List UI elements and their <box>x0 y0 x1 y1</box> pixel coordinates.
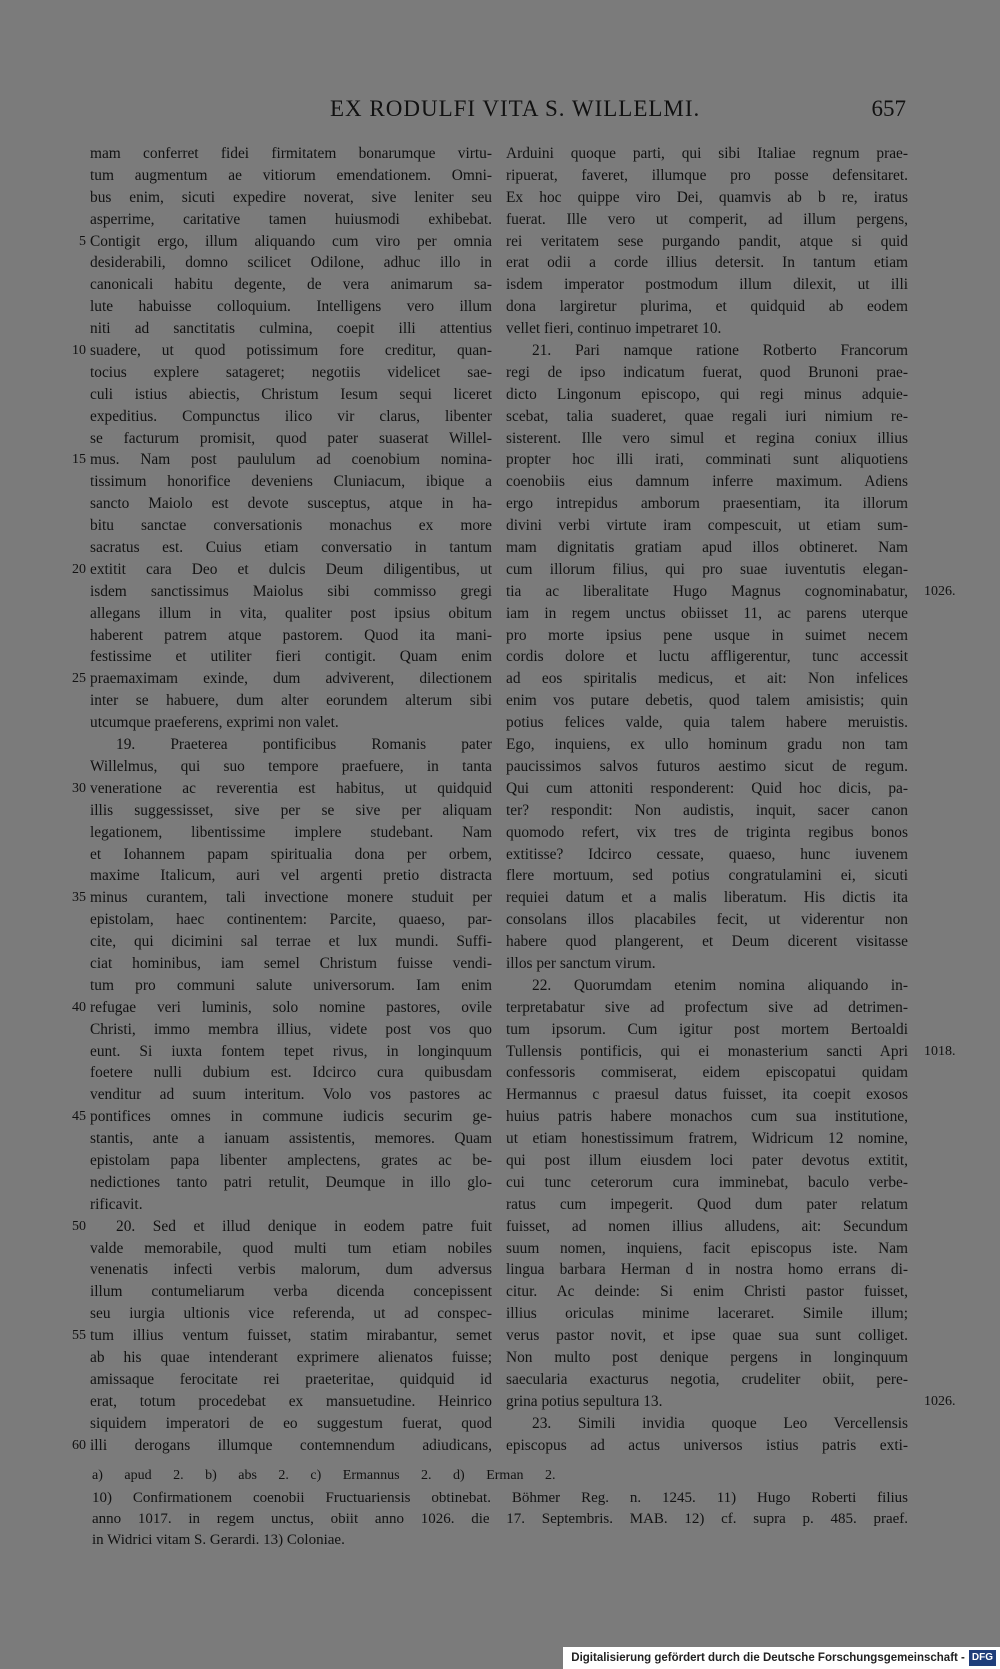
line-text: venditur ad suum interitum. Volo vos pastores ac <box>90 1086 492 1104</box>
line-text: illum contumeliarum verba dicenda concepissent <box>90 1283 492 1301</box>
line-text: desiderabili, domno scilicet Odilone, adhuc illo in <box>90 254 492 272</box>
line-text: Ego, inquiens, ex ullo hominum gradu non tam <box>506 736 908 754</box>
text-line <box>90 1041 492 1063</box>
line-text: rificavit. <box>90 1195 143 1213</box>
text-line <box>506 187 908 209</box>
line-text: pontifices omnes in commune iudicis securim ge- <box>90 1108 492 1126</box>
text-line <box>506 231 908 253</box>
footnotes <box>92 1465 908 1550</box>
text-line <box>506 143 908 165</box>
line-number: 50 <box>72 1218 86 1234</box>
line-text: fuerat. Ille vero ut comperit, ad illum pergens, <box>506 210 908 228</box>
dfg-logo: DFG <box>969 1650 996 1666</box>
line-number: 40 <box>72 999 86 1015</box>
line-text: habere quod plangerent, et Deum dicerent visitasse <box>506 933 908 951</box>
text-line <box>90 909 492 931</box>
line-text: bitu sanctae conversationis monachus ex more <box>90 517 492 535</box>
line-text: siquidem imperatori de eo suggestum fuerat, quod <box>90 1414 492 1432</box>
line-text: Hermannus c praesul datus fuisset, ita coepit exosos <box>506 1086 908 1104</box>
line-text: illis suggessisset, sive per se sive per aliquam <box>90 801 492 819</box>
critical-apparatus: a) apud 2. b) abs 2. c) Ermannus 2. d) Erman 2. <box>92 1468 556 1483</box>
text-line <box>90 252 492 274</box>
line-text: allegans illum in vita, qualiter post ipsius obitum <box>90 604 492 622</box>
line-text: enim vos putare debetis, quod talem amisistis; quin <box>506 692 908 710</box>
text-line <box>506 428 908 450</box>
text-line <box>90 756 492 778</box>
line-text: illi derogans illumque contemnendum adiudicans, <box>90 1436 492 1454</box>
page-title: EX RODULFI VITA S. WILLELMI. <box>330 96 701 121</box>
line-text: tissimum honorifice deveniens Cluniacum, ibique a <box>90 473 492 491</box>
text-line <box>90 384 492 406</box>
line-text: 21. Pari namque ratione Rotberto Francorum <box>532 342 908 360</box>
line-text: cite, qui dicimini sal terrae et lux mundi. Suffi- <box>90 933 492 951</box>
text-line <box>90 209 492 231</box>
line-text: suadere, ut quod potissimum fore creditur, quan- <box>90 342 492 360</box>
line-text: tum illius ventum fuisset, statim mirabantur, semet <box>90 1327 492 1345</box>
text-line <box>90 975 492 997</box>
year-marginal: 1018. <box>924 1043 956 1059</box>
credit-text: Digitalisierung gefördert durch die Deutsche Forschungsgemeinschaft - <box>571 1652 965 1664</box>
footnote-line: anno 1017. in regem unctus, obiit anno 1026. die 17. Septembris. MAB. 12) cf. supra p. 485. praef. <box>92 1511 908 1527</box>
text-line <box>90 471 492 493</box>
page-number: 657 <box>871 96 906 121</box>
line-number: 35 <box>72 890 86 906</box>
line-text: sisterent. Ille vero simul et regina coniux illius <box>506 429 908 447</box>
line-text: consolans illos placabiles fecit, ut viderentur non <box>506 911 908 929</box>
text-line <box>506 997 908 1019</box>
text-line <box>506 1238 908 1260</box>
line-text: scebat, talia suaderet, quae regali iuri nimium re- <box>506 407 908 425</box>
line-text: utcumque praeferens, exprimi non valet. <box>90 714 339 732</box>
line-text: cordis dolore et luctu affligerentur, tunc accessit <box>506 648 908 666</box>
text-line <box>90 515 492 537</box>
line-number: 45 <box>72 1109 86 1125</box>
line-text: ut etiam honestissimum fratrem, Widricum 12 nomine, <box>506 1130 908 1148</box>
line-text: cum illorum filius, qui pro suae iuventutis elegan- <box>506 560 908 578</box>
line-text: haberent patrem atque pastorem. Quod ita mani- <box>90 626 492 644</box>
text-line <box>90 362 492 384</box>
text-line <box>72 778 492 800</box>
text-line <box>506 909 908 931</box>
text-line <box>506 449 908 471</box>
text-line <box>506 515 908 537</box>
line-text: tum ipsorum. Cum igitur post mortem Bertoaldi <box>506 1020 908 1038</box>
line-text: ratus cum impegerit. Quod dum pater relatum <box>506 1195 908 1213</box>
text-line <box>506 493 908 515</box>
text-line <box>506 712 908 734</box>
text-line <box>506 1194 908 1216</box>
text-line <box>506 1128 908 1150</box>
line-text: epistolam, haec continentem: Parcite, quaeso, par- <box>90 911 492 929</box>
line-text: erat odii a corde illius detersit. In tantum etiam <box>506 254 908 272</box>
line-text: divini verbi virtute iram compescuit, ut etiam sum- <box>506 517 908 535</box>
line-text: mam dignitatis gratiam apud illos obtineret. Nam <box>506 539 908 557</box>
text-line <box>506 975 908 997</box>
line-text: tum augmentum ae vitiorum emendationem. Omni- <box>90 166 492 184</box>
line-text: eunt. Si iuxta fontem tepet rivus, in longinquum <box>90 1042 492 1060</box>
text-line <box>506 1435 908 1457</box>
text-line <box>506 1413 908 1435</box>
text-line <box>506 1084 908 1106</box>
line-text: refugae veri luminis, solo nomine pastores, ovile <box>90 998 492 1016</box>
text-line <box>506 734 908 756</box>
left-column <box>72 143 492 1456</box>
line-text: Contigit ergo, illum aliquando cum viro per omnia <box>90 232 492 250</box>
line-text: vellet fieri, continuo impetraret 10. <box>506 320 722 338</box>
text-line <box>506 756 908 778</box>
line-text: ergo intrepidus amborum praesentiam, ita illorum <box>506 495 908 513</box>
line-text: iam in regem unctus obiisset 11, ac parens uterque <box>506 604 908 622</box>
line-text: culi istius abiectis, Christum Iesum sequi liceret <box>90 385 492 403</box>
line-text: tum pro communi salute universorum. Iam enim <box>90 976 492 994</box>
text-line <box>90 143 492 165</box>
text-line <box>90 296 492 318</box>
line-text: maxime Italicum, auri vel argenti pretio distracta <box>90 867 492 885</box>
line-text: Arduini quoque parti, qui sibi Italiae regnum prae- <box>506 145 908 162</box>
line-text: valde memorabile, quod multi tum etiam nobiles <box>90 1239 492 1257</box>
text-line <box>90 1062 492 1084</box>
text-line <box>506 406 908 428</box>
line-text: lute habuisse colloquium. Intelligens vero illum <box>90 298 492 316</box>
line-text: 22. Quorumdam etenim nomina aliquando in- <box>532 976 908 994</box>
text-line <box>90 1128 492 1150</box>
text-line <box>506 340 908 362</box>
text-line <box>506 887 908 909</box>
text-line <box>506 1325 908 1347</box>
text-line <box>506 362 908 384</box>
footnote-line: 10) Confirmationem coenobii Fructuariensis obtinebat. Böhmer Reg. n. 1245. 11) Hugo Roberti filius <box>92 1490 908 1506</box>
text-line <box>506 471 908 493</box>
text-line <box>90 1413 492 1435</box>
text-line <box>72 668 492 690</box>
line-number: 5 <box>79 233 86 249</box>
line-text: suum nomen, inquiens, facit episcopus iste. Nam <box>506 1239 908 1257</box>
line-text: Qui cum attoniti responderent: Quid hoc dicis, pa- <box>506 779 908 797</box>
line-text: extitisse? Idcirco cessate, quaeso, hunc iuvenem <box>506 845 908 863</box>
text-line <box>90 712 492 734</box>
text-line <box>506 537 908 559</box>
text-line <box>506 384 908 406</box>
line-text: regi de ipso indicatum fuerat, quod Brunoni prae- <box>506 363 908 381</box>
text-line <box>506 800 908 822</box>
footnote-line: in Widrici vitam S. Gerardi. 13) Coloniae. <box>92 1532 345 1548</box>
line-text: confessoris commiserat, eidem episcopatui quidam <box>506 1064 908 1082</box>
line-text: mam conferret fidei firmitatem bonarumque virtu- <box>90 145 492 162</box>
line-text: fuisset, ad nomen illius alludens, ait: Secundum <box>506 1217 908 1235</box>
text-line <box>506 778 908 800</box>
text-line <box>90 1172 492 1194</box>
line-text: venenatis infecti verbis malorum, dum adversus <box>90 1261 492 1279</box>
line-text: cui tunc ceterorum cura imminebat, baculo verbe- <box>506 1173 908 1191</box>
text-line <box>90 800 492 822</box>
text-line <box>90 406 492 428</box>
line-text: bus enim, sicuti expedire noverat, sive leniter seu <box>90 188 492 206</box>
line-text: extitit cara Deo et dulcis Deum diligentibus, ut <box>90 560 492 578</box>
text-line <box>72 449 492 471</box>
text-line <box>506 559 908 581</box>
text-line <box>506 1172 908 1194</box>
line-number: 20 <box>72 561 86 577</box>
line-text: mus. Nam post paululum ad coenobium nomina- <box>90 451 492 469</box>
text-line <box>506 822 908 844</box>
text-line <box>90 822 492 844</box>
line-text: expeditius. Compunctus ilico vir clarus, libenter <box>90 407 492 425</box>
text-line <box>506 581 956 603</box>
line-text: requiei datum et a malis liberatum. His dictis ita <box>506 889 908 907</box>
text-line <box>90 493 492 515</box>
line-text: quomodo refert, vix tres de triginta regibus bonos <box>506 823 908 841</box>
line-text: legationem, libentissime implere studebant. Nam <box>90 823 492 841</box>
text-line <box>506 296 908 318</box>
line-text: illos per sanctum virum. <box>506 954 656 972</box>
line-text: sacratus est. Cuius etiam conversatio in tantum <box>90 539 492 557</box>
line-text: sancto Maiolo est devote susceptus, atque in ha- <box>90 495 492 513</box>
text-line <box>90 1369 492 1391</box>
text-line <box>90 581 492 603</box>
text-line <box>90 537 492 559</box>
text-line <box>90 865 492 887</box>
text-line <box>72 997 492 1019</box>
line-text: ter? respondit: Non audistis, inquit, sacer canon <box>506 801 908 819</box>
line-number: 15 <box>72 452 86 468</box>
text-line <box>90 1194 492 1216</box>
text-line <box>506 603 908 625</box>
text-line <box>90 274 492 296</box>
line-text: dona largiretur plurima, et quidquid ab eodem <box>506 298 908 316</box>
line-text: foetere nulli dubium est. Idcirco cura quibusdam <box>90 1064 492 1082</box>
text-line <box>90 1238 492 1260</box>
text-line <box>506 931 908 953</box>
text-line <box>72 1106 492 1128</box>
line-text: veneratione ac reverentia est habitus, ut quidquid <box>90 779 492 797</box>
line-text: inter se habuere, dum alter eorundem alterum sibi <box>90 692 492 710</box>
text-line <box>90 1391 492 1413</box>
text-line <box>506 1019 908 1041</box>
line-text: amissaque ferocitate rei praeteritae, quidquid id <box>90 1370 492 1388</box>
line-text: se facturum promisit, quod pater suaserat Willel- <box>90 429 492 447</box>
text-line <box>90 1281 492 1303</box>
line-text: propter hoc illi irati, comminati sunt aliquotiens <box>506 451 908 469</box>
text-line <box>90 187 492 209</box>
line-text: 20. Sed et illud denique in eodem patre fuit <box>116 1217 492 1235</box>
text-line <box>79 231 492 253</box>
digitization-credit <box>563 1647 1000 1669</box>
line-text: dicto Lingonum episcopo, qui regi minus adquie- <box>506 385 908 403</box>
text-line <box>90 734 492 756</box>
text-line <box>506 252 908 274</box>
line-text: Willelmus, qui suo tempore praefuere, in tanta <box>90 757 492 775</box>
page-header <box>330 96 930 136</box>
text-line <box>506 1391 956 1413</box>
text-line <box>506 865 908 887</box>
text-line <box>506 668 908 690</box>
text-line <box>90 318 492 340</box>
line-text: asperrime, caritative tamen huiusmodi exhibebat. <box>90 210 492 228</box>
text-line <box>506 1106 908 1128</box>
line-text: 19. Praeterea pontificibus Romanis pater <box>116 736 492 754</box>
line-text: flere mortuum, sed potius congratulamini ei, sicuti <box>506 867 908 885</box>
line-text: isdem sanctissimus Maiolus sibi commisso gregi <box>90 582 492 600</box>
line-text: minus curantem, tali invectione monere studuit per <box>90 889 492 907</box>
line-text: Non multo post denique pergens in longinquum <box>506 1348 908 1366</box>
text-line <box>506 1347 908 1369</box>
line-text: lingua barbara Herman d in nostra homo errans di- <box>506 1261 908 1279</box>
text-line <box>90 844 492 866</box>
year-marginal: 1026. <box>924 583 956 599</box>
text-line <box>506 165 908 187</box>
line-text: praemaximam exinde, dum adviverent, dilectionem <box>90 670 492 688</box>
text-line <box>506 646 908 668</box>
line-text: nedictiones tanto patri retulit, Deumque in illo glo- <box>90 1173 492 1191</box>
line-text: ciat hominibus, iam semel Christum fuisse vendi- <box>90 954 492 972</box>
line-text: canonicali habitu degente, de vera animarum sa- <box>90 276 492 294</box>
year-marginal: 1026. <box>924 1393 956 1409</box>
line-number: 30 <box>72 780 86 796</box>
line-text: ad eos spiritalis medicus, et ait: Non infelices <box>506 670 908 688</box>
text-line <box>506 690 908 712</box>
line-text: grina potius sepultura 13. <box>506 1392 663 1410</box>
text-line <box>506 1216 908 1238</box>
text-line <box>72 1325 492 1347</box>
text-line <box>506 209 908 231</box>
text-line <box>90 953 492 975</box>
line-number: 25 <box>72 671 86 687</box>
line-text: niti ad sanctitatis culmina, coepit illi attentius <box>90 320 492 338</box>
text-line <box>506 625 908 647</box>
line-text: potius felices valde, quia talem habere meruistis. <box>506 714 908 732</box>
text-line <box>90 165 492 187</box>
text-line <box>506 1062 908 1084</box>
line-text: stantis, ante a ianuam assistentis, memores. Quam <box>90 1130 492 1148</box>
text-line <box>506 1281 908 1303</box>
line-text: Tullensis pontificis, qui ei monasterium sancti Apri <box>506 1042 908 1060</box>
line-text: coenobiis eius damnum inferre maximum. Adiens <box>506 473 908 491</box>
text-line <box>90 1084 492 1106</box>
text-line <box>90 428 492 450</box>
line-text: seu iurgia ultionis vice referenda, ut ad conspec- <box>90 1305 492 1323</box>
text-line <box>506 318 908 340</box>
text-line <box>506 1259 908 1281</box>
text-line <box>506 1150 908 1172</box>
line-text: illius oriculas minime laceraret. Simile illum; <box>506 1305 908 1323</box>
line-text: verus pastor novit, et ipse quae sua sunt colliget. <box>506 1327 908 1345</box>
text-line <box>506 953 908 975</box>
text-line <box>506 274 908 296</box>
text-line <box>90 1019 492 1041</box>
text-line <box>72 1435 492 1457</box>
text-line <box>90 646 492 668</box>
line-text: isdem imperator postmodum illum dilexit, ut illi <box>506 276 908 294</box>
text-line <box>72 340 492 362</box>
text-line <box>506 1303 908 1325</box>
line-text: huius patris habere monachos cum sua institutione, <box>506 1108 908 1126</box>
line-text: erat, totum procedebat ex mansuetudine. Heinrico <box>90 1392 492 1410</box>
line-text: 23. Simili invidia quoque Leo Vercellensis <box>532 1414 908 1432</box>
line-text: paucissimos salvos futuros aestimo sicut de regum. <box>506 757 908 775</box>
text-line <box>90 1303 492 1325</box>
text-line <box>506 1041 956 1063</box>
text-line <box>90 1347 492 1369</box>
line-text: terpretabatur sive ad profectum sive ad detrimen- <box>506 998 908 1016</box>
line-text: ab his quae intenderant exprimere alienatos fuisse; <box>90 1348 492 1366</box>
line-text: rei veritatem sese purgando pandit, atque si quid <box>506 232 908 250</box>
text-line <box>90 603 492 625</box>
line-text: ripuerat, faveret, illumque pro posse defensitaret. <box>506 166 908 184</box>
text-line <box>90 931 492 953</box>
text-line <box>90 690 492 712</box>
text-line <box>72 887 492 909</box>
line-text: episcopus ad actus universos istius patris exti- <box>506 1436 908 1454</box>
line-text: tocius explere satageret; negotiis videlicet sae- <box>90 363 492 381</box>
text-line <box>90 1259 492 1281</box>
line-number: 55 <box>72 1328 86 1344</box>
line-text: festissime et utiliter fieri contigit. Quam enim <box>90 648 492 666</box>
line-text: epistolam papa libenter amplectens, grates ac be- <box>90 1151 492 1169</box>
line-text: tia ac liberalitate Hugo Magnus cognominabatur, <box>506 582 908 600</box>
text-line <box>90 625 492 647</box>
line-text: pro morte ipsius pene usque in suimet necem <box>506 626 908 644</box>
line-text: Ex hoc quippe viro Dei, quamvis ab b re, iratus <box>506 188 908 206</box>
line-number: 10 <box>72 343 86 359</box>
line-text: et Iohannem papam spiritualia dona per orbem, <box>90 845 492 863</box>
text-line <box>90 1150 492 1172</box>
line-text: qui post illum eiusdem loci pater devotus extitit, <box>506 1151 908 1169</box>
text-line <box>72 1216 492 1238</box>
text-line <box>72 559 492 581</box>
line-text: saecularia exacturus negotia, crudeliter obiit, pere- <box>506 1370 908 1388</box>
text-line <box>506 844 908 866</box>
text-line <box>506 1369 908 1391</box>
line-text: citur. Ac deinde: Si enim Christi pastor fuisset, <box>506 1283 908 1301</box>
line-number: 60 <box>72 1437 86 1453</box>
right-column <box>506 143 956 1456</box>
line-text: Christi, immo membra illius, videte post vos quo <box>90 1020 492 1038</box>
